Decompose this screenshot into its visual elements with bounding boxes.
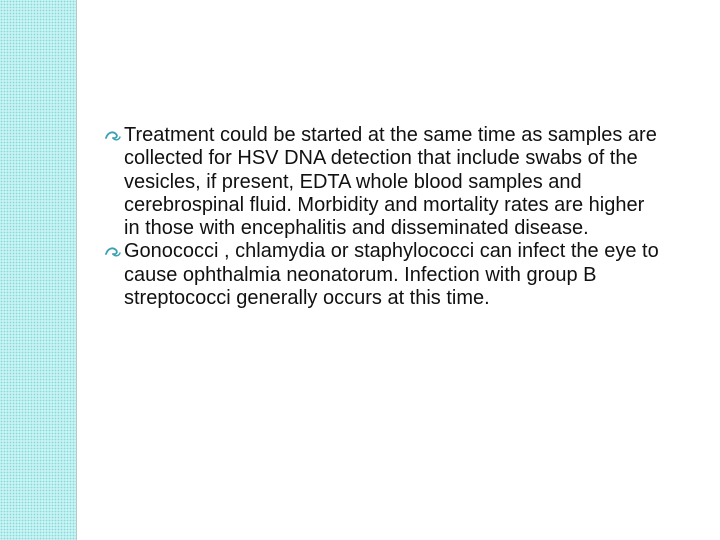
bullet-list xyxy=(104,124,664,310)
bullet-item xyxy=(104,240,664,310)
curl-bullet-icon xyxy=(104,129,122,143)
slide-content xyxy=(104,124,664,310)
bullet-text: Gonococci , chlamydia or staphylococci can infect the eye to cause ophthalmia neonatorum. Infection with group B streptococci generally occurs at this time. xyxy=(124,240,659,310)
bullet-item xyxy=(104,124,664,240)
curl-bullet-icon xyxy=(104,245,122,259)
bullet-text: Treatment could be started at the same time as samples are collected for HSV DNA detection that include swabs of the vesicles, if present, EDTA whole blood samples and cerebrospinal fluid. Morbidity and mortality rates are higher in those with encephalitis and disseminated disease. xyxy=(124,124,657,240)
decorative-sidebar xyxy=(0,0,77,540)
